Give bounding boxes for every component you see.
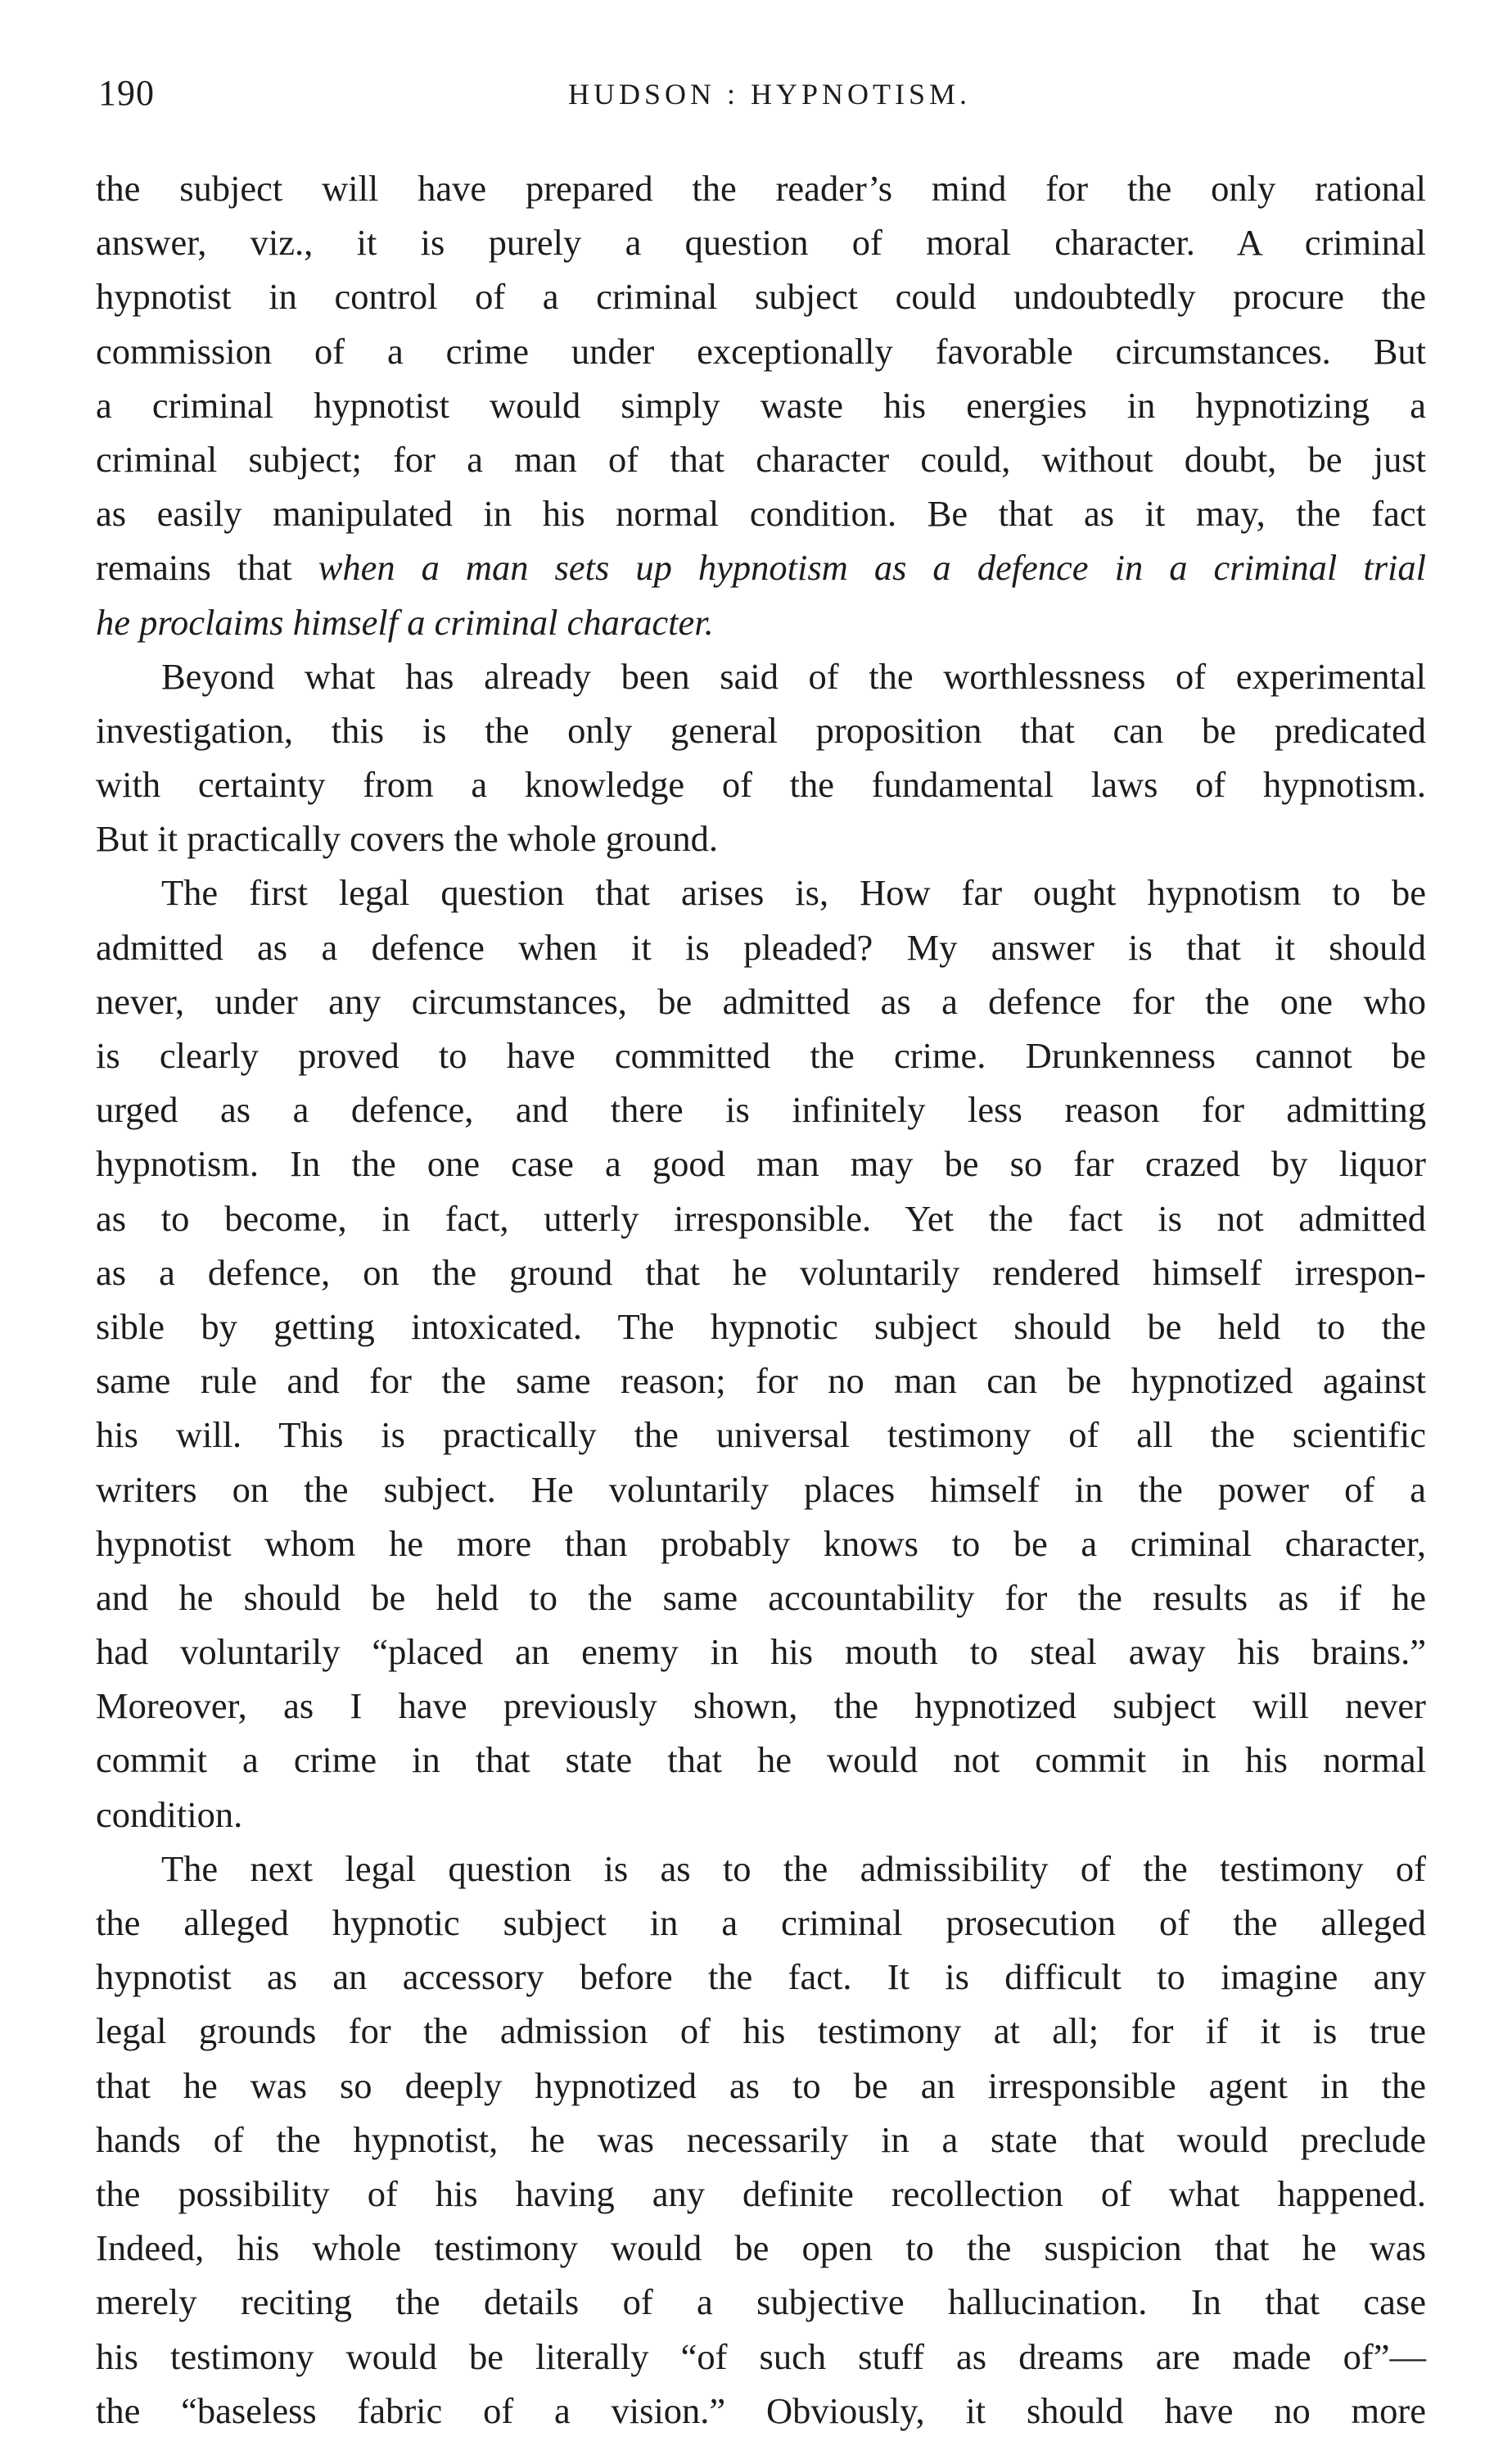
text-line bbox=[96, 649, 1426, 703]
text-line bbox=[96, 486, 1426, 540]
text-line bbox=[96, 378, 1426, 432]
text-line-content: The next legal question is as to the admissibility of the testimony of bbox=[161, 1847, 1426, 1889]
text-line bbox=[96, 920, 1426, 974]
text-line-content: hypnotist in control of a criminal subject could undoubtedly procure the bbox=[96, 276, 1426, 318]
text-line bbox=[96, 974, 1426, 1028]
body-text bbox=[96, 161, 1426, 2438]
text-line-content: Beyond what has already been said of the worthlessness of experimental bbox=[161, 655, 1426, 697]
text-line-content: But it practically covers the whole ground. bbox=[96, 818, 718, 860]
text-line-content: is clearly proved to have committed the crime. Drunkenness cannot be bbox=[96, 1035, 1426, 1076]
text-line bbox=[96, 1245, 1426, 1300]
text-line bbox=[96, 1408, 1426, 1462]
text-line-content: same rule and for the same reason; for no man can be hypnotized against bbox=[96, 1360, 1426, 1402]
text-line bbox=[96, 1896, 1426, 1950]
text-line-content: merely reciting the details of a subjective hallucination. In that case bbox=[96, 2281, 1426, 2323]
text-line bbox=[96, 215, 1426, 269]
text-line-content: that he was so deeply hypnotized as to be an irresponsible agent in the bbox=[96, 2064, 1426, 2106]
text-line bbox=[96, 324, 1426, 378]
text-line bbox=[96, 432, 1426, 486]
text-line bbox=[96, 1083, 1426, 1137]
text-line bbox=[96, 1462, 1426, 1517]
text-line-content: Indeed, his whole testimony would be open to the suspicion that he was bbox=[96, 2227, 1426, 2269]
text-line-content: his testimony would be literally “of such stuff as dreams are made of”— bbox=[96, 2335, 1426, 2377]
text-line bbox=[96, 1028, 1426, 1083]
text-line-content: urged as a defence, and there is infinitely less reason for admitting bbox=[96, 1089, 1426, 1131]
text-line bbox=[96, 703, 1426, 757]
text-line bbox=[96, 1625, 1426, 1679]
text-line-content: commit a crime in that state that he would not commit in his normal bbox=[96, 1739, 1426, 1781]
text-line-content: his will. This is practically the universal testimony of all the scientific bbox=[96, 1414, 1426, 1456]
text-line-content: commission of a crime under exceptionally favorable circumstances. But bbox=[96, 330, 1426, 372]
italic-emphasis: he proclaims himself a criminal character. bbox=[96, 601, 714, 643]
text-line bbox=[96, 2113, 1426, 2167]
text-line-content: the possibility of his having any definite recollection of what happened. bbox=[96, 2172, 1426, 2214]
text-line-content: as a defence, on the ground that he voluntarily rendered himself irrespon- bbox=[96, 1251, 1426, 1293]
text-line bbox=[96, 811, 1426, 866]
text-line bbox=[96, 1571, 1426, 1625]
text-line-lead: remains that bbox=[96, 547, 318, 589]
text-line-content: sible by getting intoxicated. The hypnotic subject should be held to the bbox=[96, 1305, 1426, 1347]
page-header bbox=[98, 72, 1441, 121]
text-line-content: hypnotism. In the one case a good man may be so far crazed by liquor bbox=[96, 1143, 1426, 1185]
text-line bbox=[96, 866, 1426, 920]
text-line bbox=[96, 161, 1426, 215]
text-line-content: hands of the hypnotist, he was necessarily in a state that would preclude bbox=[96, 2118, 1426, 2160]
text-line-content: hypnotist as an accessory before the fact. It is difficult to imagine any bbox=[96, 1956, 1426, 1998]
text-line-content: the subject will have prepared the reader’s mind for the only rational bbox=[96, 168, 1426, 209]
italic-emphasis: when a man sets up hypnotism as a defence in a criminal trial bbox=[318, 547, 1426, 589]
text-line bbox=[96, 1679, 1426, 1733]
text-line-content: Moreover, as I have previously shown, the hypnotized subject will never bbox=[96, 1685, 1426, 1727]
text-line-content: condition. bbox=[96, 1793, 243, 1835]
text-line bbox=[96, 2384, 1426, 2438]
text-line bbox=[96, 595, 1426, 649]
text-line-content: a criminal hypnotist would simply waste his energies in hypnotizing a bbox=[96, 384, 1426, 426]
text-line bbox=[96, 1788, 1426, 1842]
text-line bbox=[96, 2221, 1426, 2275]
text-line bbox=[96, 2167, 1426, 2221]
text-line-content: as easily manipulated in his normal condition. Be that as it may, the fact bbox=[96, 493, 1426, 535]
text-line bbox=[96, 1191, 1426, 1245]
text-line bbox=[96, 2004, 1426, 2058]
text-line-content: admitted as a defence when it is pleaded? My answer is that it should bbox=[96, 926, 1426, 968]
text-line bbox=[96, 2059, 1426, 2113]
text-line-content: as to become, in fact, utterly irresponsible. Yet the fact is not admitted bbox=[96, 1197, 1426, 1239]
text-line bbox=[96, 1517, 1426, 1571]
text-line bbox=[96, 1354, 1426, 1408]
text-line-content: with certainty from a knowledge of the fundamental laws of hypnotism. bbox=[96, 764, 1426, 806]
text-line bbox=[96, 1137, 1426, 1191]
text-line-content: the alleged hypnotic subject in a criminal prosecution of the alleged bbox=[96, 1902, 1426, 1943]
text-line-content: answer, viz., it is purely a question of moral character. A criminal bbox=[96, 222, 1426, 264]
text-line-content: hypnotist whom he more than probably knows to be a criminal character, bbox=[96, 1522, 1426, 1564]
text-line-content: The first legal question that arises is, How far ought hypnotism to be bbox=[161, 872, 1426, 914]
text-line-content: the “baseless fabric of a vision.” Obviously, it should have no more bbox=[96, 2389, 1426, 2431]
text-line bbox=[96, 2330, 1426, 2384]
running-head: HUDSON : HYPNOTISM. bbox=[567, 78, 972, 111]
text-line bbox=[96, 1300, 1426, 1354]
text-line bbox=[96, 269, 1426, 323]
page-number: 190 bbox=[98, 73, 155, 113]
text-line bbox=[96, 1842, 1426, 1896]
text-line-content: and he should be held to the same accountability for the results as if he bbox=[96, 1576, 1426, 1618]
text-line bbox=[96, 540, 1426, 594]
text-line-content: never, under any circumstances, be admitted as a defence for the one who bbox=[96, 980, 1426, 1022]
text-line bbox=[96, 1733, 1426, 1787]
text-line bbox=[96, 757, 1426, 811]
text-line-content: investigation, this is the only general proposition that can be predicated bbox=[96, 709, 1426, 751]
text-line-content: had voluntarily “placed an enemy in his mouth to steal away his brains.” bbox=[96, 1631, 1426, 1673]
text-line bbox=[96, 1950, 1426, 2004]
text-line-content: writers on the subject. He voluntarily places himself in the power of a bbox=[96, 1468, 1426, 1510]
text-line-content: legal grounds for the admission of his testimony at all; for if it is true bbox=[96, 2010, 1426, 2052]
text-line-content: criminal subject; for a man of that character could, without doubt, be just bbox=[96, 438, 1426, 480]
text-line bbox=[96, 2275, 1426, 2329]
